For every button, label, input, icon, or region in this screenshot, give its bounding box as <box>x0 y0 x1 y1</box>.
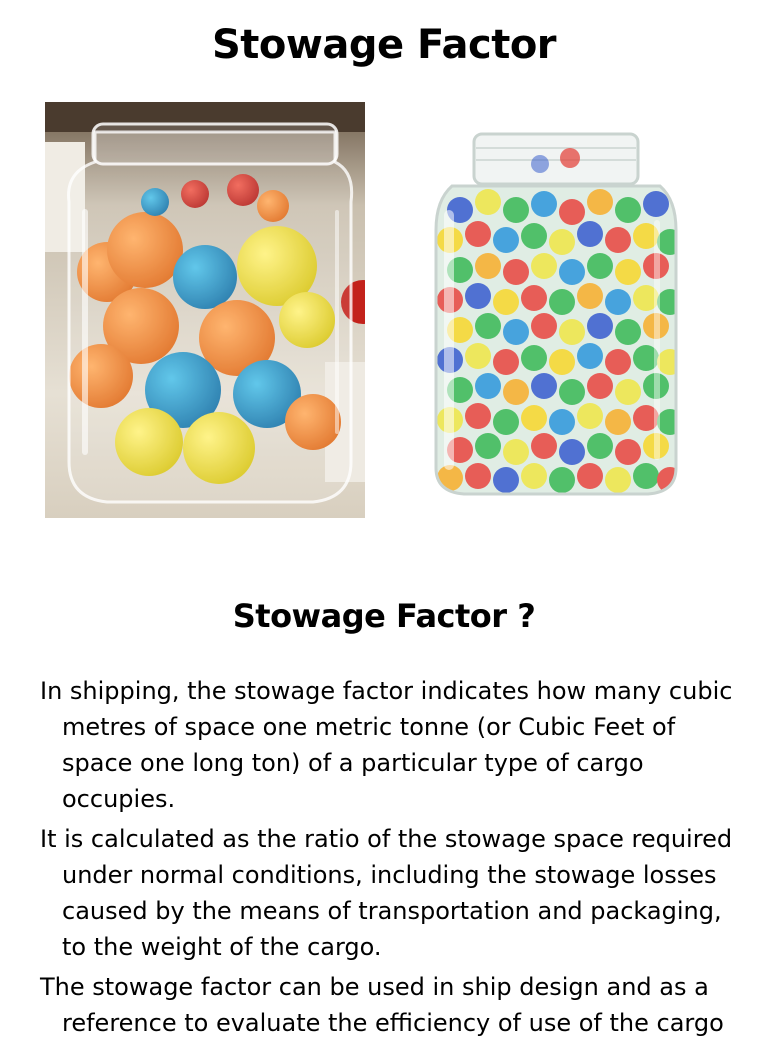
paragraph: In shipping, the stowage factor indicates how many cubic metres of space one metric tonne (or Cubic Feet of space one long ton) of a particular type of cargo occupies. <box>40 677 733 813</box>
section-title: Stowage Factor ? <box>232 597 536 635</box>
slide-title: Stowage Factor <box>211 22 557 68</box>
paragraph: It is calculated as the ratio of the stowage space required under normal conditions, including the stowage losses caused by the means of transportation and packaging, to the weight of the cargo. <box>40 825 733 961</box>
body-text <box>40 673 740 1045</box>
paragraph: The stowage factor can be used in ship design and as a reference to evaluate the efficiency of use of the cargo <box>40 973 724 1037</box>
jar-with-balls-photo <box>45 102 365 518</box>
jar-with-marbles-photo <box>430 120 682 520</box>
